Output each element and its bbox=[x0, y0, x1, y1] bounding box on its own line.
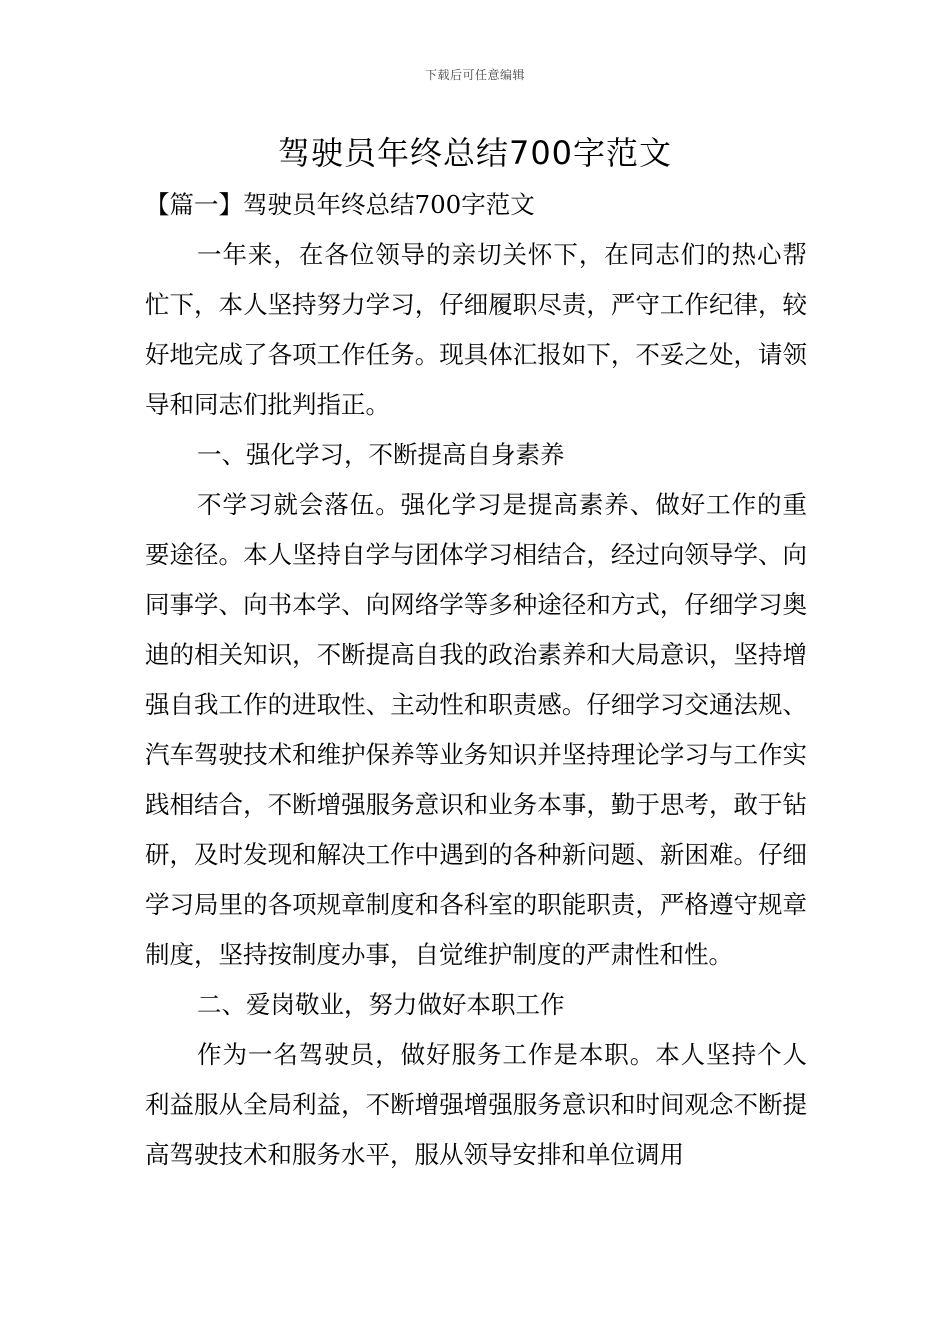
intro-paragraph: 一年来，在各位领导的亲切关怀下，在同志们的热心帮忙下，本人坚持努力学习，仔细履职尽责，严守工作纪律，较好地完成了各项工作任务。现具体汇报如下，不妥之处，请领导和同志们批判指正。 bbox=[145, 240, 807, 419]
header-note: 下载后可任意编辑 bbox=[424, 68, 525, 82]
section1-heading: 一、强化学习，不断提高自身素养 bbox=[197, 440, 565, 469]
section1-paragraph: 不学习就会落伍。强化学习是提高素养、做好工作的重要途径。本人坚持自学与团体学习相结合，经过向领导学、向同事学、向书本学、向网络学等多种途径和方式，仔细学习奥迪的相关知识，不断提高自我的政治素养和大局意识，坚持增强自我工作的进取性、主动性和职责感。仔细学习交通法规、汽车驾驶技术和维护保养等业务知识并坚持理论学习与工作实践相结合，不断增强服务意识和业务本事，勤于思考，敢于钻研，及时发现和解决工作中遇到的各种新问题、新困难。仔细学习局里的各项规章制度和各科室的职能职责，严格遵守规章制度，坚持按制度办事，自觉维护制度的严肃性和性。 bbox=[145, 490, 807, 969]
subtitle: 【篇一】驾驶员年终总结700字范文 bbox=[145, 190, 535, 219]
section2-paragraph: 作为一名驾驶员，做好服务工作是本职。本人坚持个人利益服从全局利益，不断增强增强服务意识和时间观念不断提高驾驶技术和服务水平，服从领导安排和单位调用 bbox=[145, 1040, 807, 1169]
document-title: 驾驶员年终总结700字范文 bbox=[277, 134, 673, 172]
section2-heading: 二、爱岗敬业，努力做好本职工作 bbox=[197, 990, 565, 1019]
document-body bbox=[145, 180, 807, 1180]
